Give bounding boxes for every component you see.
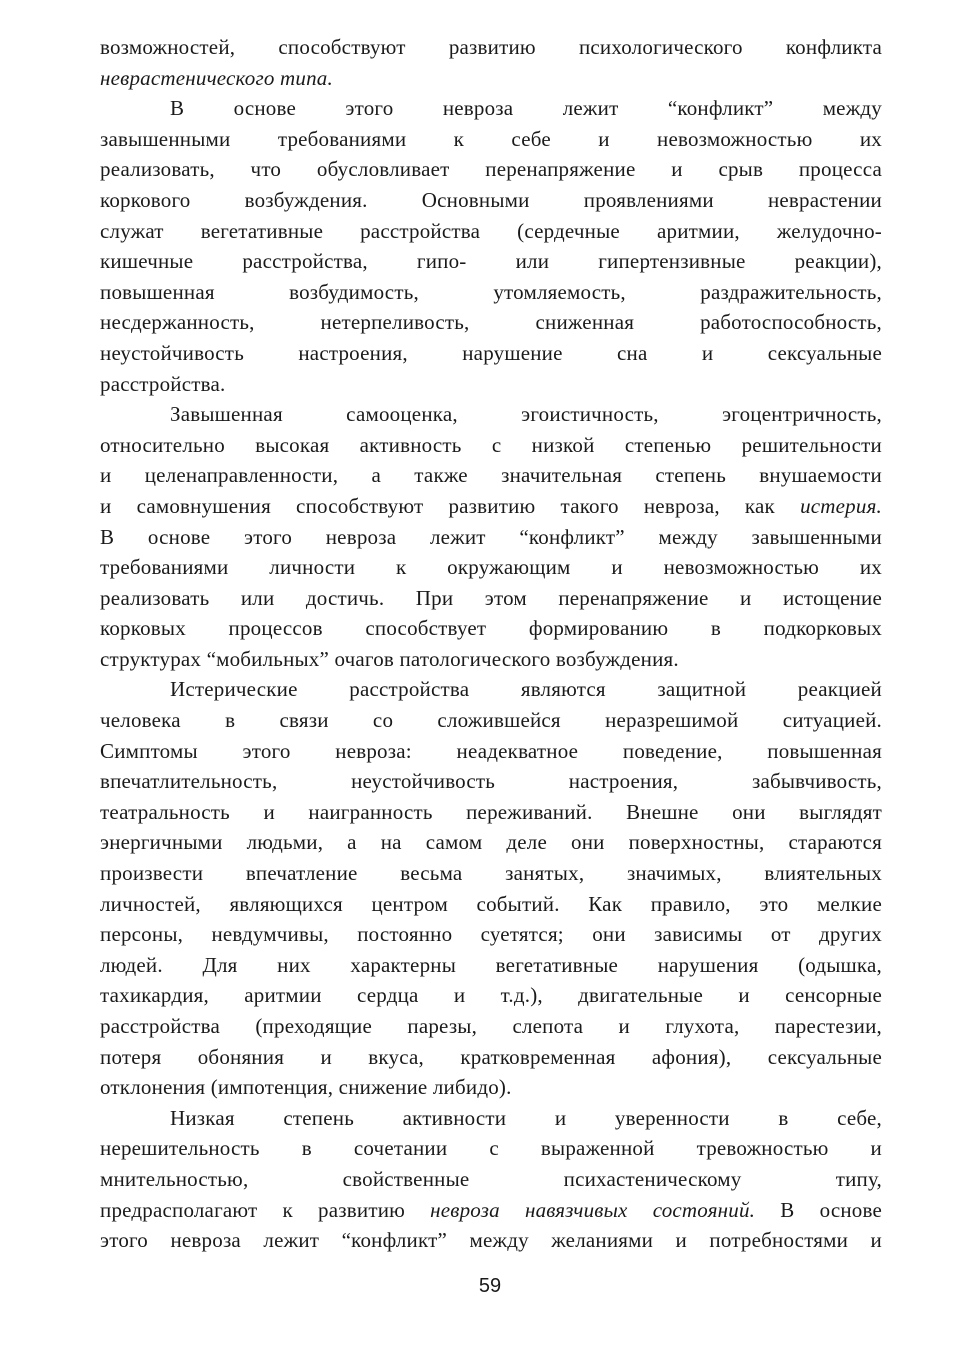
body-text — [100, 32, 882, 1256]
text-line: Истерические расстройства являются защитной реакцией — [170, 677, 882, 702]
text-line: относительно высокая активность с низкой степенью решительности — [100, 432, 882, 457]
text-line: неврастенического типа. — [100, 65, 333, 90]
text-line: коркового возбуждения. Основными проявлениями неврастении — [100, 187, 882, 212]
text-line: театральность и наигранность переживаний. Внешне они выглядят — [100, 799, 882, 824]
text-line: расстройства (преходящие парезы, слепота и глухота, парестезии, — [100, 1014, 882, 1038]
text-line: В основе этого невроза лежит “конфликт” между завышенными — [100, 524, 882, 549]
text-line: неустойчивость настроения, нарушение сна и сексуальные — [100, 340, 882, 365]
text-line: требованиями личности к окружающим и невозможностью их — [100, 555, 882, 580]
text-line: Низкая степень активности и уверенности в себе, — [170, 1105, 882, 1130]
text-line: персоны, невдумчивы, постоянно суетятся; они зависимы от других — [100, 922, 882, 947]
text-line: и самовнушения способствуют развитию такого невроза, как истерия. — [100, 493, 882, 518]
document-page — [100, 32, 882, 1256]
text-line: предрасполагают к развитию невроза навязчивых состояний. В основе — [100, 1197, 882, 1222]
text-line: служат вегетативные расстройства (сердечные аритмии, желудочно- — [100, 218, 882, 243]
text-line: впечатлительность, неустойчивость настроения, забывчивость, — [100, 769, 882, 794]
page-number: 59 — [478, 1275, 502, 1297]
text-line: реализовать, что обусловливает перенапряжение и срыв процесса — [100, 157, 882, 182]
text-line: корковых процессов способствует формированию в подкорковых — [100, 616, 882, 641]
text-line: мнительностью, свойственные психастеническому типу, — [100, 1166, 882, 1191]
text-line: этого невроза лежит “конфликт” между желаниями и потребностями и — [100, 1228, 882, 1253]
text-line: отклонения (импотенция, снижение либидо). — [100, 1075, 512, 1100]
text-line: реализовать или достичь. При этом перенапряжение и истощение — [100, 585, 882, 610]
text-line: личностей, являющихся центром событий. Как правило, это мелкие — [100, 891, 882, 916]
text-line: Завышенная самооценка, эгоистичность, эгоцентричность, — [170, 402, 882, 427]
text-line: человека в связи со сложившейся неразрешимой ситуацией. — [100, 708, 882, 733]
text-line: В основе этого невроза лежит “конфликт” между — [170, 96, 882, 121]
text-line: завышенными требованиями к себе и невозможностью их — [100, 126, 882, 151]
text-line: и целенаправленности, а также значительная степень внушаемости — [100, 463, 882, 488]
text-line: структурах “мобильных” очагов патологического возбуждения. — [100, 646, 679, 671]
text-line: людей. Для них характерны вегетативные нарушения (одышка, — [100, 952, 882, 977]
text-line: тахикардия, аритмии сердца и т.д.), двигательные и сенсорные — [100, 983, 882, 1008]
text-line: возможностей, способствуют развитию психологического конфликта — [100, 35, 882, 59]
text-line: повышенная возбудимость, утомляемость, раздражительность, — [100, 279, 882, 304]
text-line: произвести впечатление весьма занятых, значимых, влиятельных — [100, 861, 882, 886]
text-line: потеря обоняния и вкуса, кратковременная афония), сексуальные — [100, 1044, 882, 1069]
text-line: несдержанность, нетерпеливость, сниженная работоспособность, — [100, 310, 882, 335]
text-line: энергичными людьми, а на самом деле они поверхностны, стараются — [100, 830, 882, 855]
text-line: нерешительность в сочетании с выраженной тревожностью и — [100, 1136, 882, 1161]
text-line: расстройства. — [100, 371, 226, 396]
text-line: Симптомы этого невроза: неадекватное поведение, повышенная — [100, 738, 882, 763]
text-line: кишечные расстройства, гипо- или гипертензивные реакции), — [100, 249, 882, 274]
